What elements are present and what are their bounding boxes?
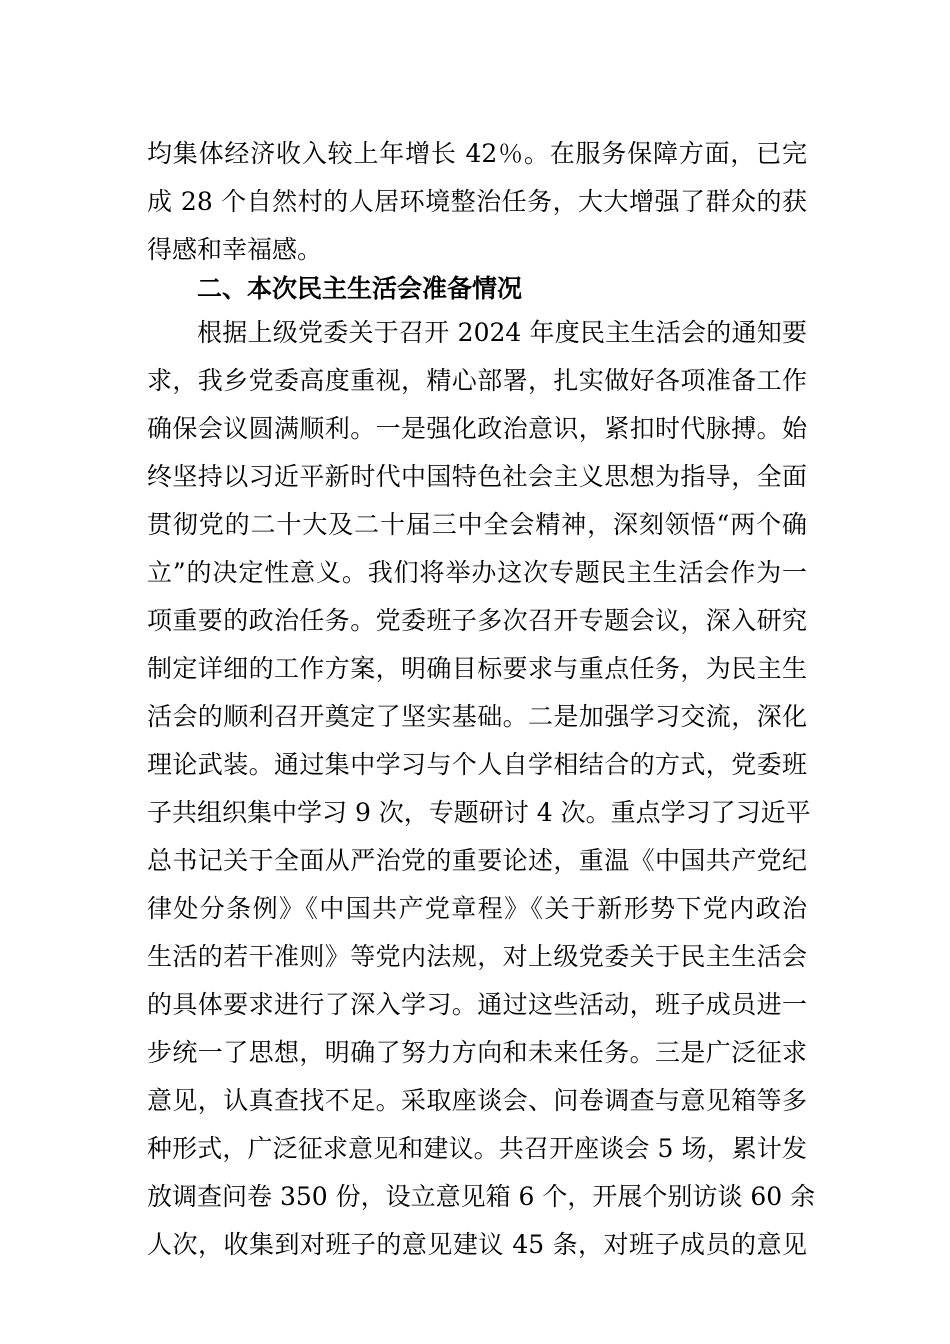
text-line: 确保会议圆满顺利。一是强化政治意识，紧扣时代脉搏。始	[147, 414, 807, 443]
text-line: 均集体经济收入较上年增长 42％。在服务保障方面，已完	[147, 139, 807, 168]
text-line: 意见，认真查找不足。采取座谈会、问卷调查与意见箱等多	[147, 1086, 807, 1115]
body-paragraph	[147, 309, 816, 1269]
text-line: 立”的决定性意义。我们将举办这次专题民主生活会作为一	[147, 558, 807, 587]
text-line: 人次，收集到对班子的意见建议 45 条，对班子成员的意见	[147, 1230, 807, 1259]
text-line: 理论武装。通过集中学习与个人自学相结合的方式，党委班	[147, 750, 807, 779]
text-line: 生活的若干准则》等党内法规，对上级党委关于民主生活会	[147, 942, 807, 971]
text-line: 活会的顺利召开奠定了坚实基础。二是加强学习交流，深化	[147, 702, 807, 731]
text-line: 制定详细的工作方案，明确目标要求与重点任务，为民主生	[147, 654, 807, 683]
text-line: 项重要的政治任务。党委班子多次召开专题会议，深入研究	[147, 606, 807, 635]
text-line: 子共组织集中学习 9 次，专题研讨 4 次。重点学习了习近平	[147, 798, 811, 827]
text-line: 律处分条例》《中国共产党章程》《关于新形势下党内政治	[147, 894, 807, 923]
text-line: 步统一了思想，明确了努力方向和未来任务。三是广泛征求	[147, 1038, 807, 1067]
section-heading: 二、本次民主生活会准备情况	[197, 274, 523, 303]
text-line: 求，我乡党委高度重视，精心部署，扎实做好各项准备工作	[147, 366, 807, 395]
intro-paragraph	[147, 130, 807, 274]
text-line: 贯彻党的二十大及二十届三中全会精神，深刻领悟“两个确	[147, 510, 807, 539]
text-line: 放调查问卷 350 份，设立意见箱 6 个，开展个别访谈 60 余	[147, 1182, 816, 1211]
text-line: 成 28 个自然村的人居环境整治任务，大大增强了群众的获	[147, 187, 807, 216]
text-line: 总书记关于全面从严治党的重要论述，重温《中国共产党纪	[147, 846, 807, 875]
text-line: 根据上级党委关于召开 2024 年度民主生活会的通知要	[197, 318, 807, 347]
text-line: 终坚持以习近平新时代中国特色社会主义思想为指导，全面	[147, 462, 807, 491]
text-line: 得感和幸福感。	[147, 235, 323, 264]
text-line: 的具体要求进行了深入学习。通过这些活动，班子成员进一	[147, 990, 807, 1019]
text-line: 种形式，广泛征求意见和建议。共召开座谈会 5 场，累计发	[147, 1134, 807, 1163]
